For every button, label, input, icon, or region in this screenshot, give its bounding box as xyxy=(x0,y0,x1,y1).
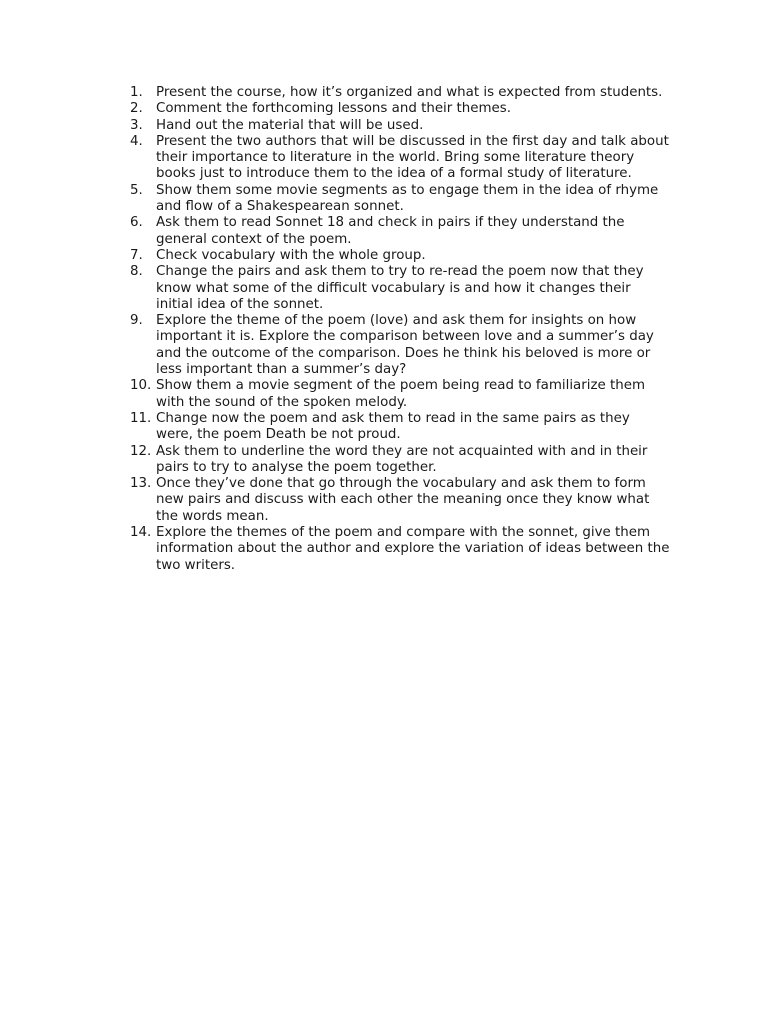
list-item xyxy=(130,525,670,574)
list-item-text: Explore the themes of the poem and compare with the sonnet, give them information about the author and explore the variation of ideas between the two writers. xyxy=(156,525,670,573)
list-item-number: 14. xyxy=(130,525,152,541)
list-item xyxy=(130,85,670,101)
list-item-text: Change the pairs and ask them to try to re-read the poem now that they know what some of the difficult vocabulary is and how it changes their initial idea of the sonnet. xyxy=(156,264,644,312)
list-item xyxy=(130,264,670,313)
list-item-text: Explore the theme of the poem (love) and ask them for insights on how important it is. Explore the comparison between love and a summer’s day and the outcome of the comparison. Does he think his beloved is more or less important than a summer’s day? xyxy=(156,313,654,378)
list-item-number: 6. xyxy=(130,215,143,231)
list-item xyxy=(130,118,670,134)
list-item xyxy=(130,101,670,117)
list-item-number: 5. xyxy=(130,182,143,198)
list-item-number: 4. xyxy=(130,133,143,149)
list-item-number: 7. xyxy=(130,247,143,263)
list-item-text: Change now the poem and ask them to read in the same pairs as they were, the poem Death be not proud. xyxy=(156,410,630,443)
list-item-text: Once they’ve done that go through the vocabulary and ask them to form new pairs and discuss with each other the meaning once they know what the words mean. xyxy=(156,476,650,524)
list-item-text: Present the course, how it’s organized and what is expected from students. xyxy=(156,85,663,100)
list-item xyxy=(130,248,670,264)
list-item xyxy=(130,215,670,248)
list-item xyxy=(130,411,670,444)
list-item xyxy=(130,183,670,216)
list-item-text: Ask them to read Sonnet 18 and check in pairs if they understand the general context of the poem. xyxy=(156,215,625,247)
list-item-number: 8. xyxy=(130,264,143,280)
list-item-number: 3. xyxy=(130,117,143,133)
list-item-text: Present the two authors that will be discussed in the first day and talk about their importance to literature in the world. Bring some literature theory books just to introduce them to the idea of a formal study of literature. xyxy=(156,133,669,182)
list-item-number: 10. xyxy=(130,378,152,394)
list-item-text: Check vocabulary with the whole group. xyxy=(156,247,426,263)
list-item-number: 11. xyxy=(130,410,152,426)
list-item xyxy=(130,378,670,411)
list-item-number: 12. xyxy=(130,443,152,459)
list-item-text: Ask them to underline the word they are not acquainted with and in their pairs to try to analyse the poem together. xyxy=(156,443,648,475)
list-item xyxy=(130,444,670,477)
list-item xyxy=(130,134,670,183)
numbered-list xyxy=(130,85,670,574)
list-item-number: 2. xyxy=(130,101,143,117)
list-item-text: Hand out the material that will be used. xyxy=(156,117,424,133)
list-item-number: 9. xyxy=(130,313,143,329)
list-item-number: 1. xyxy=(130,85,143,100)
list-item xyxy=(130,476,670,525)
list-item-text: Show them a movie segment of the poem being read to familiarize them with the sound of the spoken melody. xyxy=(156,378,646,410)
list-item-number: 13. xyxy=(130,476,152,492)
list-item xyxy=(130,313,670,378)
list-item-text: Show them some movie segments as to engage them in the idea of rhyme and flow of a Shakespearean sonnet. xyxy=(156,182,659,215)
list-item-text: Comment the forthcoming lessons and their themes. xyxy=(156,101,512,117)
